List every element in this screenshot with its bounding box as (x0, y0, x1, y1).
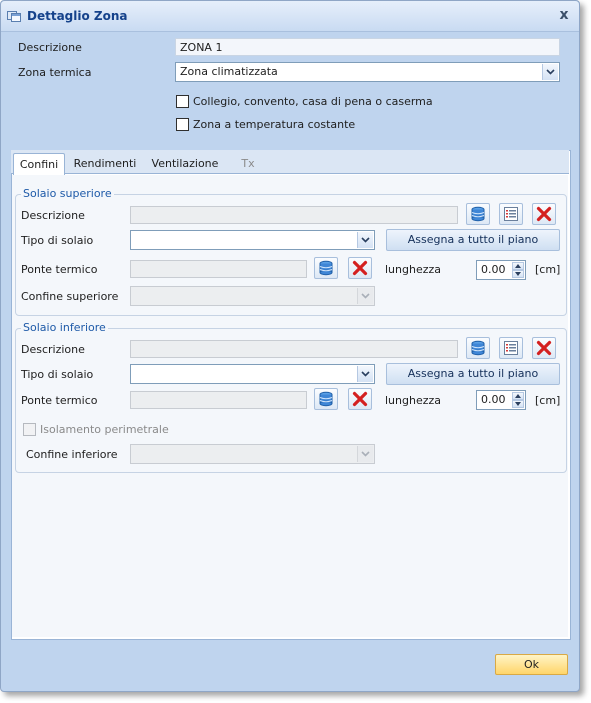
inf-assegna-button[interactable]: Assegna a tutto il piano (386, 363, 560, 385)
inf-tipo-label: Tipo di solaio (21, 368, 94, 381)
descrizione-label: Descrizione (18, 41, 82, 54)
sup-unit-label: [cm] (535, 263, 561, 276)
temperatura-costante-checkbox[interactable] (176, 118, 189, 131)
chevron-down-icon[interactable] (357, 446, 373, 462)
list-icon (503, 206, 519, 222)
inf-descrizione-label: Descrizione (21, 343, 85, 356)
tab-ventilazione[interactable]: Ventilazione (151, 157, 219, 170)
window-title: Dettaglio Zona (27, 9, 128, 23)
inf-ponte-input[interactable] (130, 391, 307, 409)
zona-termica-label: Zona termica (18, 66, 92, 79)
sup-database-button[interactable] (466, 203, 490, 225)
sup-lunghezza-value: 0.00 (481, 263, 506, 276)
close-icon[interactable]: x (559, 7, 569, 23)
inf-delete-button[interactable] (532, 337, 556, 359)
isolamento-checkbox[interactable] (23, 423, 36, 436)
database-icon (470, 340, 486, 356)
database-icon (318, 260, 334, 276)
tab-confini[interactable]: Confini (13, 153, 65, 175)
sup-lunghezza-label: lunghezza (385, 263, 442, 276)
sup-assegna-button[interactable]: Assegna a tutto il piano (386, 229, 560, 251)
collegio-checkbox-label: Collegio, convento, casa di pena o caserma (193, 95, 433, 108)
chevron-down-icon[interactable] (357, 288, 373, 304)
inf-lunghezza-stepper[interactable] (476, 390, 526, 410)
inf-list-button[interactable] (499, 337, 523, 359)
sup-ponte-delete-button[interactable] (348, 257, 372, 279)
isolamento-label: Isolamento perimetrale (40, 423, 169, 436)
inf-unit-label: [cm] (535, 394, 561, 407)
sup-delete-button[interactable] (532, 203, 556, 225)
chevron-down-icon[interactable] (357, 232, 373, 248)
sup-tipo-select[interactable] (130, 230, 375, 250)
sup-confine-label: Confine superiore (21, 290, 119, 303)
delete-icon (536, 340, 552, 356)
inf-ponte-database-button[interactable] (314, 388, 338, 410)
chevron-down-icon[interactable] (357, 366, 373, 382)
database-icon (318, 391, 334, 407)
inf-ponte-label: Ponte termico (21, 394, 98, 407)
inf-confine-select[interactable] (130, 444, 375, 464)
window-app-icon (7, 9, 22, 23)
sup-ponte-database-button[interactable] (314, 257, 338, 279)
database-icon (470, 206, 486, 222)
sup-tipo-label: Tipo di solaio (21, 234, 94, 247)
chevron-down-icon[interactable] (512, 270, 524, 278)
chevron-down-icon[interactable] (542, 64, 558, 80)
inf-tipo-select[interactable] (130, 364, 375, 384)
sup-ponte-label: Ponte termico (21, 263, 98, 276)
delete-icon (352, 260, 368, 276)
sup-confine-select[interactable] (130, 286, 375, 306)
ok-button[interactable]: Ok (495, 654, 568, 675)
solaio-superiore-title: Solaio superiore (23, 187, 112, 200)
inf-ponte-delete-button[interactable] (348, 388, 372, 410)
inf-lunghezza-label: lunghezza (385, 394, 442, 407)
inf-lunghezza-value: 0.00 (481, 393, 506, 406)
sup-descrizione-input[interactable] (130, 206, 458, 224)
chevron-up-icon[interactable] (512, 262, 524, 270)
sup-list-button[interactable] (499, 203, 523, 225)
chevron-down-icon[interactable] (512, 400, 524, 408)
zona-termica-select[interactable] (175, 62, 560, 82)
list-icon (503, 340, 519, 356)
inf-database-button[interactable] (466, 337, 490, 359)
sup-descrizione-label: Descrizione (21, 209, 85, 222)
delete-icon (352, 391, 368, 407)
collegio-checkbox[interactable] (176, 95, 189, 108)
tab-rendimenti[interactable]: Rendimenti (73, 157, 137, 170)
inf-confine-label: Confine inferiore (26, 448, 118, 461)
sup-ponte-input[interactable] (130, 260, 307, 278)
descrizione-input[interactable]: ZONA 1 (175, 38, 560, 56)
solaio-inferiore-title: Solaio inferiore (23, 321, 106, 334)
title-bar[interactable] (1, 1, 579, 32)
zona-termica-value: Zona climatizzata (180, 65, 278, 78)
sup-lunghezza-stepper[interactable] (476, 260, 526, 280)
temperatura-costante-label: Zona a temperatura costante (193, 118, 356, 131)
delete-icon (536, 206, 552, 222)
chevron-up-icon[interactable] (512, 392, 524, 400)
inf-descrizione-input[interactable] (130, 340, 458, 358)
tab-tx[interactable]: Tx (241, 157, 255, 170)
